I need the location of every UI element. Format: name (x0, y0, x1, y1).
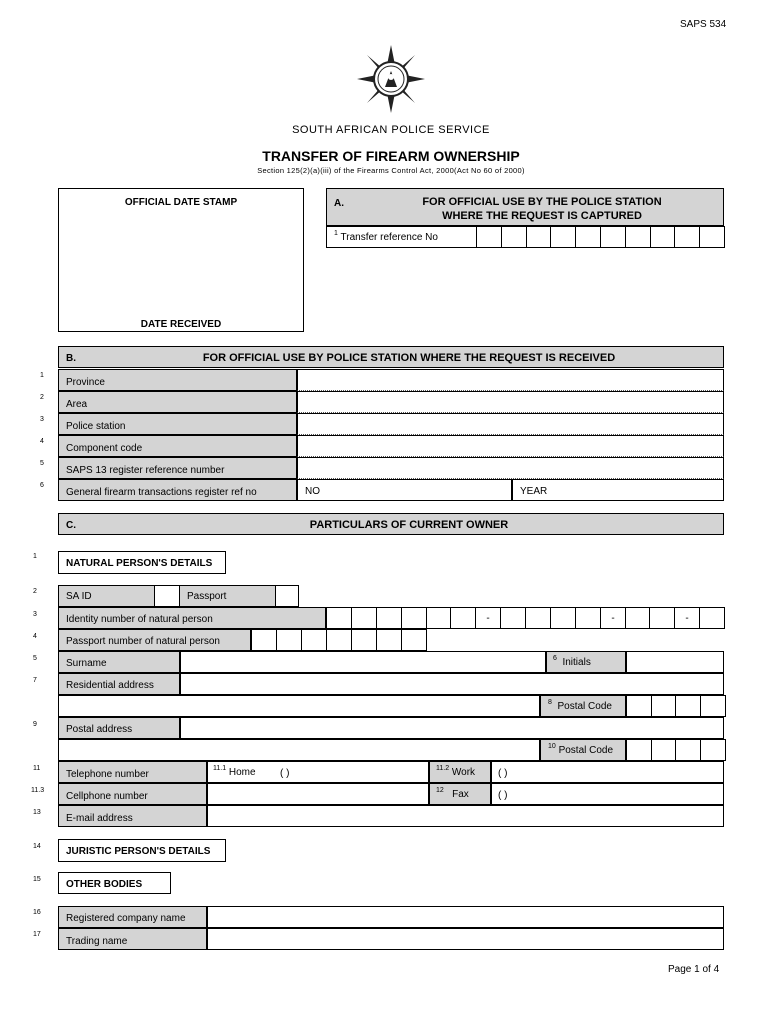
section-b-row-label: Province (66, 377, 105, 388)
item-number: 17 (33, 931, 41, 938)
residential-address-line2[interactable] (58, 695, 540, 717)
juristic-person-heading (58, 839, 226, 862)
home-phone-input[interactable] (207, 761, 429, 783)
passport-digit[interactable] (376, 629, 402, 651)
item-number: 11.3 (31, 787, 45, 794)
item-number: 3 (40, 416, 44, 423)
sa-id-label: SA ID (66, 591, 92, 602)
item-number: 16 (33, 909, 41, 916)
saps-emblem-icon (355, 43, 427, 115)
identity-digit[interactable] (649, 607, 675, 629)
transfer-ref-digit[interactable] (600, 226, 626, 248)
date-received-label: DATE RECEIVED (140, 319, 222, 330)
postal-address-input[interactable] (180, 717, 724, 739)
transfer-ref-digit[interactable] (625, 226, 651, 248)
item-number: 3 (33, 611, 37, 618)
section-b-header (58, 346, 724, 368)
section-a-letter: A. (334, 198, 344, 209)
transfer-ref-digit[interactable] (550, 226, 576, 248)
form-code: SAPS 534 (680, 19, 727, 30)
transfer-ref-digit[interactable] (699, 226, 725, 248)
item-number: 15 (33, 876, 41, 883)
section-b-letter: B. (66, 353, 76, 364)
other-bodies-heading (58, 872, 171, 894)
form-subtitle: Section 125(2)(a)(iii) of the Firearms Control Act, 2000(Act No 60 of 2000) (257, 166, 525, 175)
home-label: Home (228, 767, 256, 778)
postal-code-label: Postal Code (557, 701, 612, 712)
passport-checkbox[interactable] (275, 585, 299, 607)
item-number: 11 (33, 765, 41, 772)
residential-postal-code-digit[interactable] (700, 695, 726, 717)
section-b-row-input[interactable] (297, 369, 724, 391)
home-phone-parens: ( ) (280, 768, 290, 779)
registered-company-input[interactable] (207, 906, 724, 928)
natural-person-heading (58, 551, 226, 574)
passport-digit[interactable] (351, 629, 377, 651)
natural-person-label: NATURAL PERSON'S DETAILS (66, 558, 213, 569)
postal-code-digit[interactable] (700, 739, 726, 761)
identity-digit[interactable] (426, 607, 452, 629)
residential-postal-code-digit[interactable] (626, 695, 652, 717)
postal-code-number: 10 (548, 743, 556, 750)
passport-digit[interactable] (301, 629, 327, 651)
section-b-row-input[interactable] (297, 391, 724, 413)
trading-name-input[interactable] (207, 928, 724, 950)
identity-digit[interactable] (351, 607, 377, 629)
transfer-ref-digit[interactable] (501, 226, 527, 248)
item-number: 5 (33, 655, 37, 662)
postal-address-line2[interactable] (58, 739, 540, 761)
initials-input[interactable] (626, 651, 724, 673)
transfer-ref-digit[interactable] (674, 226, 700, 248)
passport-number-label: Passport number of natural person (66, 636, 220, 647)
transfer-ref-digit[interactable] (526, 226, 552, 248)
postal-code-digit[interactable] (651, 739, 677, 761)
identity-digit[interactable] (376, 607, 402, 629)
item-number: 2 (40, 394, 44, 401)
identity-digit[interactable] (450, 607, 476, 629)
postal-address-label: Postal address (66, 724, 133, 735)
work-label: Work (451, 767, 476, 778)
postal-code-number: 8 (548, 699, 552, 706)
residential-address-input[interactable] (180, 673, 724, 695)
passport-label: Passport (187, 591, 227, 602)
postal-code-digit[interactable] (626, 739, 652, 761)
surname-label: Surname (66, 658, 107, 669)
section-b-row-input[interactable] (297, 413, 724, 435)
trading-name-label: Trading name (66, 936, 128, 947)
identity-digit[interactable] (600, 607, 626, 629)
juristic-person-label: JURISTIC PERSON'S DETAILS (66, 846, 211, 857)
identity-digit[interactable] (625, 607, 651, 629)
registered-company-label: Registered company name (66, 913, 186, 924)
section-b-row-label: General firearm transactions register ref no (66, 487, 257, 498)
identity-digit[interactable] (699, 607, 725, 629)
item-number: 13 (33, 809, 41, 816)
residential-address-label: Residential address (66, 680, 154, 691)
item-number: 2 (33, 588, 37, 595)
passport-digit[interactable] (276, 629, 302, 651)
passport-digit[interactable] (326, 629, 352, 651)
organization-name: SOUTH AFRICAN POLICE SERVICE (292, 124, 490, 136)
date-stamp-title: OFFICIAL DATE STAMP (124, 197, 238, 208)
sa-id-checkbox[interactable] (154, 585, 180, 607)
passport-digit[interactable] (251, 629, 277, 651)
fax-input[interactable] (491, 783, 724, 805)
initials-label: Initials (562, 657, 591, 668)
item-number: 1 (40, 372, 44, 379)
section-b-row-input[interactable] (297, 457, 724, 479)
identity-number-label: Identity number of natural person (66, 614, 213, 625)
transfer-ref-label: Transfer reference No (340, 232, 438, 243)
cellphone-label: Cellphone number (66, 791, 148, 802)
item-number: 5 (40, 460, 44, 467)
residential-postal-code-digit[interactable] (651, 695, 677, 717)
identity-digit[interactable] (500, 607, 526, 629)
register-year-input[interactable] (512, 479, 724, 501)
work-number: 11.2 (436, 765, 450, 772)
transfer-ref-number: 1 (334, 230, 338, 237)
surname-input[interactable] (180, 651, 546, 673)
identity-digit[interactable] (575, 607, 601, 629)
email-input[interactable] (207, 805, 724, 827)
no-label: NO (305, 486, 320, 497)
item-number: 1 (33, 553, 37, 560)
section-a-title-1: FOR OFFICIAL USE BY THE POLICE STATION (422, 196, 662, 208)
home-number: 11.1 (213, 765, 227, 772)
identity-digit[interactable] (475, 607, 501, 629)
date-stamp-box[interactable] (58, 188, 304, 332)
cellphone-input[interactable] (207, 783, 429, 805)
identity-digit[interactable] (674, 607, 700, 629)
section-c-letter: C. (66, 520, 76, 531)
residential-postal-code-digit[interactable] (675, 695, 701, 717)
item-number: 7 (33, 677, 37, 684)
transfer-ref-digit[interactable] (575, 226, 601, 248)
page-number: Page 1 of 4 (668, 964, 720, 975)
id-dash: - (685, 613, 689, 624)
section-b-row-label: Police station (66, 421, 126, 432)
passport-digit[interactable] (401, 629, 427, 651)
identity-digit[interactable] (326, 607, 352, 629)
telephone-label: Telephone number (66, 769, 149, 780)
other-bodies-label: OTHER BODIES (66, 879, 143, 890)
item-number: 4 (33, 633, 37, 640)
fax-parens: ( ) (498, 790, 508, 801)
item-number: 4 (40, 438, 44, 445)
section-b-row-label: SAPS 13 register reference number (66, 465, 225, 476)
fax-number: 12 (436, 787, 444, 794)
initials-number: 6 (553, 655, 557, 662)
transfer-ref-digit[interactable] (650, 226, 676, 248)
work-phone-parens: ( ) (498, 768, 508, 779)
email-label: E-mail address (66, 813, 133, 824)
section-b-row-label: Component code (66, 443, 143, 454)
postal-code-digit[interactable] (675, 739, 701, 761)
section-c-title: PARTICULARS OF CURRENT OWNER (309, 519, 509, 531)
transfer-ref-digit[interactable] (476, 226, 502, 248)
register-no-input[interactable] (297, 479, 512, 501)
section-b-title: FOR OFFICIAL USE BY POLICE STATION WHERE THE REQUEST IS RECEIVED (202, 352, 616, 364)
postal-code-label: Postal Code (558, 745, 614, 756)
identity-digit[interactable] (550, 607, 576, 629)
id-dash: - (486, 613, 490, 624)
fax-label: Fax (452, 789, 469, 800)
item-number: 9 (33, 721, 37, 728)
section-b-row-label: Area (66, 399, 88, 410)
section-a-title-2: WHERE THE REQUEST IS CAPTURED (442, 210, 642, 222)
section-a-header (326, 188, 724, 226)
id-dash: - (611, 613, 615, 624)
item-number: 6 (40, 482, 44, 489)
work-phone-input[interactable] (491, 761, 724, 783)
item-number: 14 (33, 843, 41, 850)
section-b-row-input[interactable] (297, 435, 724, 457)
identity-digit[interactable] (401, 607, 427, 629)
form-title: TRANSFER OF FIREARM OWNERSHIP (262, 148, 520, 164)
year-label: YEAR (520, 486, 548, 497)
section-c-header (58, 513, 724, 535)
identity-digit[interactable] (525, 607, 551, 629)
